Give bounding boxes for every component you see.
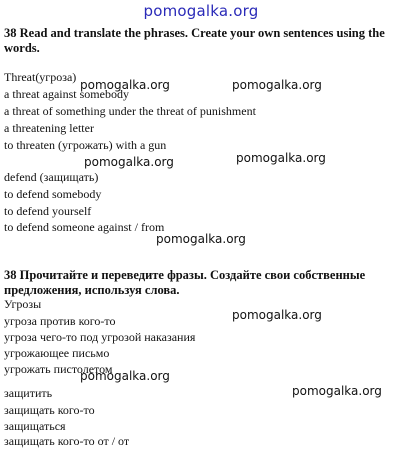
phrase-line: угрожающее письмо [4,346,110,360]
phrase-line: a threatening letter [4,121,94,135]
site-header[interactable]: pomogalka.org [143,2,259,20]
phrase-line: защищать кого-то от / от [4,434,130,448]
watermark: pomogalka.org [80,369,170,383]
watermark: pomogalka.org [232,78,322,92]
phrase-line: defend (защищать) [4,170,99,184]
phrase-line: Threat(угроза) [4,70,77,84]
phrase-line: to defend someone against / from [4,220,165,234]
watermark: pomogalka.org [80,78,170,92]
watermark: pomogalka.org [84,155,174,169]
watermark: pomogalka.org [236,151,326,165]
phrase-line: угроза против кого-то [4,314,116,328]
phrase-line: a threat against somebody [4,87,129,101]
watermark: pomogalka.org [292,384,382,398]
phrase-line: защитить [4,386,53,400]
exercise-heading-english: 38 Read and translate the phrases. Create your own sentences using the words. [4,26,385,55]
watermark: pomogalka.org [156,232,246,246]
phrase-line: защищать кого-то [4,403,95,417]
phrase-line: to threaten (угрожать) with a gun [4,138,167,152]
phrase-line: Угрозы [4,297,42,311]
phrase-line: защищаться [4,419,66,433]
phrase-line: a threat of something under the threat of punishment [4,104,256,118]
phrase-line: угрожать пистолетом [4,362,113,376]
phrase-line: to defend yourself [4,204,92,218]
watermark: pomogalka.org [232,308,322,322]
phrase-line: угроза чего-то под угрозой наказания [4,330,196,344]
phrase-line: to defend somebody [4,187,102,201]
exercise-heading-russian: 38 Прочитайте и переведите фразы. Создайте свои собственные предложения, используя слова. [4,268,366,297]
